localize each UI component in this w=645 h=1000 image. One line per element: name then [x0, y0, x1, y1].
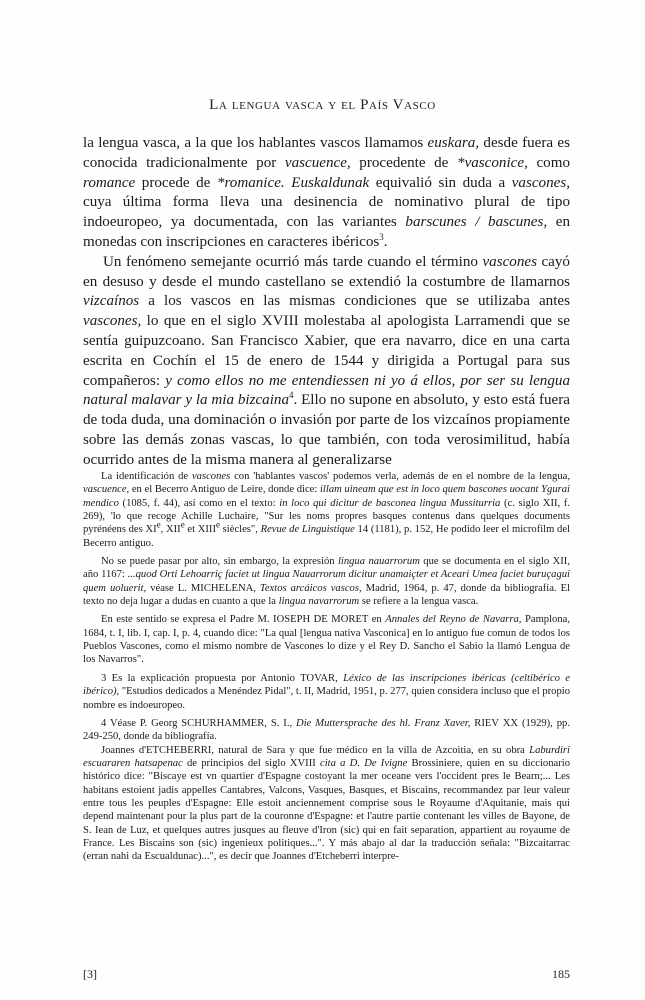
superscript-mark: e [215, 519, 220, 530]
superscript-mark: e [156, 519, 161, 530]
italic-text: vascones [191, 471, 231, 482]
text-run: , XII [160, 524, 181, 536]
text-run: lo que en el siglo XVIII molestaba al apologista Larramendi que se sentía guipuzcoano. San Francisco Xabier, que era navarro, dice en una carta escrita en Cochín el 15 de enero de 1544 y dirigida a Portugal para sus compañeros: [83, 313, 570, 389]
text-run: 4 Véase P. Georg SCHURHAMMER, S. I., [101, 717, 297, 729]
text-run: En este sentido se expresa el Padre M. IOSEPH DE MORET en [101, 614, 386, 626]
text-run: (c. siglo XII, f. 269), 'lo que recoge Achille Luchaire, "Sur les noms propres basques contenus dans quelques documents pyrénéens des XI [83, 497, 570, 536]
footnote [83, 613, 570, 666]
text-run: RIEV XX (1929), pp. 249-250, donde da bibliografía. [83, 717, 570, 743]
text-run: se refiere a la lengua vasca. [359, 596, 479, 608]
text-run: procedente de [350, 154, 458, 171]
italic-text: lingua navarrorum [278, 596, 360, 608]
text-run: Pamplona, 1684, t. I, lib. I, cap. I, p. 4, cuando dice: "La qual [lengua nativa Vasconica] en lo antiguo fue comun de todos los Pueblos Vascones, como el mismo nombre de Vascones lo dize y el Rey D. Sancho el Sabio la llamó Lengua de los Navarros". [83, 614, 570, 666]
text-run: cayó en desuso y desde el mundo castellano se extendió la costumbre de llamarnos [83, 253, 570, 290]
text-run: Joannes d'ETCHEBERRI, natural de Sara y que fue médico en la villa de Azcoitia, en su obra [101, 744, 530, 756]
italic-text: romance [83, 174, 136, 191]
italic-text: Die Muttersprache des hl. Franz Xaver, [296, 717, 471, 729]
footnote [83, 717, 570, 744]
text-run: cuya última forma lleva una desinencia de nominativo plural de tipo indoeuropeo, ya documentada, con las variantes [83, 194, 570, 231]
text-run: (1085, f. 44), así como en el texto: [118, 497, 280, 509]
text-run: siècles", [219, 524, 261, 536]
main-text [83, 134, 570, 471]
italic-text: vascuence, [83, 484, 130, 496]
footnotes [83, 470, 570, 869]
text-run: equivalió sin duda a [369, 174, 512, 191]
italic-text: Revue de Linguistique [260, 524, 355, 536]
footnote [83, 555, 570, 608]
italic-text: vascuence, [284, 154, 351, 171]
text-run: procede de [135, 174, 217, 191]
italic-text: vizcaínos [83, 293, 140, 310]
text-run: en el Becerro Antiguo de Leire, donde dice: [129, 484, 320, 496]
text-run: 14 (1181), p. 152, He podido leer el microfilm del Becerro antiguo. [83, 524, 570, 549]
footnote [83, 470, 570, 550]
text-run: Madrid, 1964, p. 47, donde da bibliografía. El texto no deja lugar a dudas en cuanto a que la [83, 582, 571, 608]
italic-text: *romanice. [216, 174, 285, 191]
text-run: desde fuera es conocida tradicionalmente por [83, 135, 570, 171]
text-run: con 'hablantes vascos' podemos verla, además de en el nombre de la lengua, [230, 471, 570, 482]
superscript-mark: 3 [379, 231, 384, 242]
superscript-mark: 4 [289, 390, 294, 401]
body-paragraph [83, 253, 570, 471]
italic-text: Annales del Reyno de Navarra, [385, 614, 522, 626]
italic-text: *vasconice, [457, 154, 528, 171]
italic-text: vascones, [83, 313, 142, 330]
footnote [83, 672, 570, 712]
text-run: como [527, 154, 570, 171]
section-marker: [3] [83, 967, 97, 981]
text-run: Un fenómeno semejante ocurrió más tarde cuando el término [103, 253, 483, 270]
text-run: Brossiniere, quien en su diccionario histórico dice: "Biscaye est vn quartier d'Espagne costoyant la mer oceane vers l'occident pres le Bearn;... Les habitans estoient jadis appelles Cantabres, Valcons, Vasques, Basques, et Biscains, recommandez par leur valeur entre tous les peuples d'Espagne: Elle estoit anciennement comprise sous le Royaume d'Aquitanie, mais qui depend maintenant pour la plus part de la couronne d'Espagne: et l'autre partie contenant les villes de Bayone, de S. Iean de Luz, et quelques autres jusques au fleuve d'Iron (sic) qui en fait separation, appartient au royaume de France. Les Biscains son (sic) ingenieux politiques...". Y más abajo al dar la traducción señala: "Bizcaitarrac (erran nahi da Escualdunac)...", es decir que Joannes d'Etcheberri interpre- [83, 757, 570, 863]
page-number: 185 [552, 967, 570, 981]
italic-text: Laburdiri escuararen hatsapenac [83, 744, 570, 769]
text-run: a los vascos en las mismas condiciones que se utilizaba antes [139, 293, 570, 310]
text-run: 3 Es la explicación propuesta por Antonio TOVAR, [101, 672, 344, 684]
text-run: véase L. MICHELENA, [146, 582, 260, 594]
italic-text: lingua nauarrorum [337, 556, 420, 568]
text-run: que se documenta en el siglo XII, año 1167: [83, 556, 570, 581]
text-run: et XIII [184, 524, 216, 536]
text-run: La identificación de [101, 471, 192, 482]
italic-text: cita a D. De Ivigne [320, 757, 408, 769]
italic-text: vascones, [511, 174, 570, 191]
italic-text: ...quod Orti Lehoarriç faciet ut lingua Nauarrorum dicitur unamaiçter et Aceari Umea faciet buruçagui quem uoluerit, [83, 569, 570, 594]
text-run: . [383, 233, 388, 250]
italic-text: Euskaldunak [291, 174, 370, 191]
italic-text: barscunes / bascunes, [405, 214, 548, 231]
text-run: "Estudios dedicados a Menéndez Pidal", t. II, Madrid, 1951, p. 277, quien considera incluso que el propio nombre es indoeuropeo. [83, 686, 570, 711]
footnote [83, 744, 570, 864]
italic-text: Léxico de las inscripciones ibéricas (celtibérico e ibérico), [83, 672, 571, 698]
body-paragraph [83, 134, 570, 253]
text-run: en monedas con inscripciones en caracteres ibéricos [83, 214, 570, 250]
italic-text: in loco qui dicitur de basconea lingua Mussiturria [279, 497, 501, 509]
italic-text: euskara, [427, 135, 480, 151]
italic-text: illam uineam que est in loco quem bascones uocant Ygurai mendico [83, 484, 570, 509]
running-title: La lengua vasca y el País Vasco [209, 97, 436, 113]
text-run: de principios del siglo XVIII [182, 757, 321, 769]
superscript-mark: e [180, 519, 185, 530]
text-run: la lengua vasca, a la que los hablantes vascos llamamos [83, 135, 428, 151]
italic-text: vascones [482, 253, 537, 270]
text-run: No se puede pasar por alto, sin embargo, la expresión [101, 556, 338, 568]
text-run: . Ello no supone en absoluto, y esto está fuera de toda duda, una dominación o invasión por parte de los vizcaínos propiamente sobre las demás zonas vascas, lo que también, con toda verosimilitud, había ocurrido antes de la misma manera al generalizarse [83, 392, 570, 468]
italic-text: Textos arcáicos vascos, [259, 582, 362, 594]
italic-text: y como ellos no me entendiessen ni yo á ellos, por ser su lengua natural malavar y la mia bizcaina [83, 372, 570, 409]
